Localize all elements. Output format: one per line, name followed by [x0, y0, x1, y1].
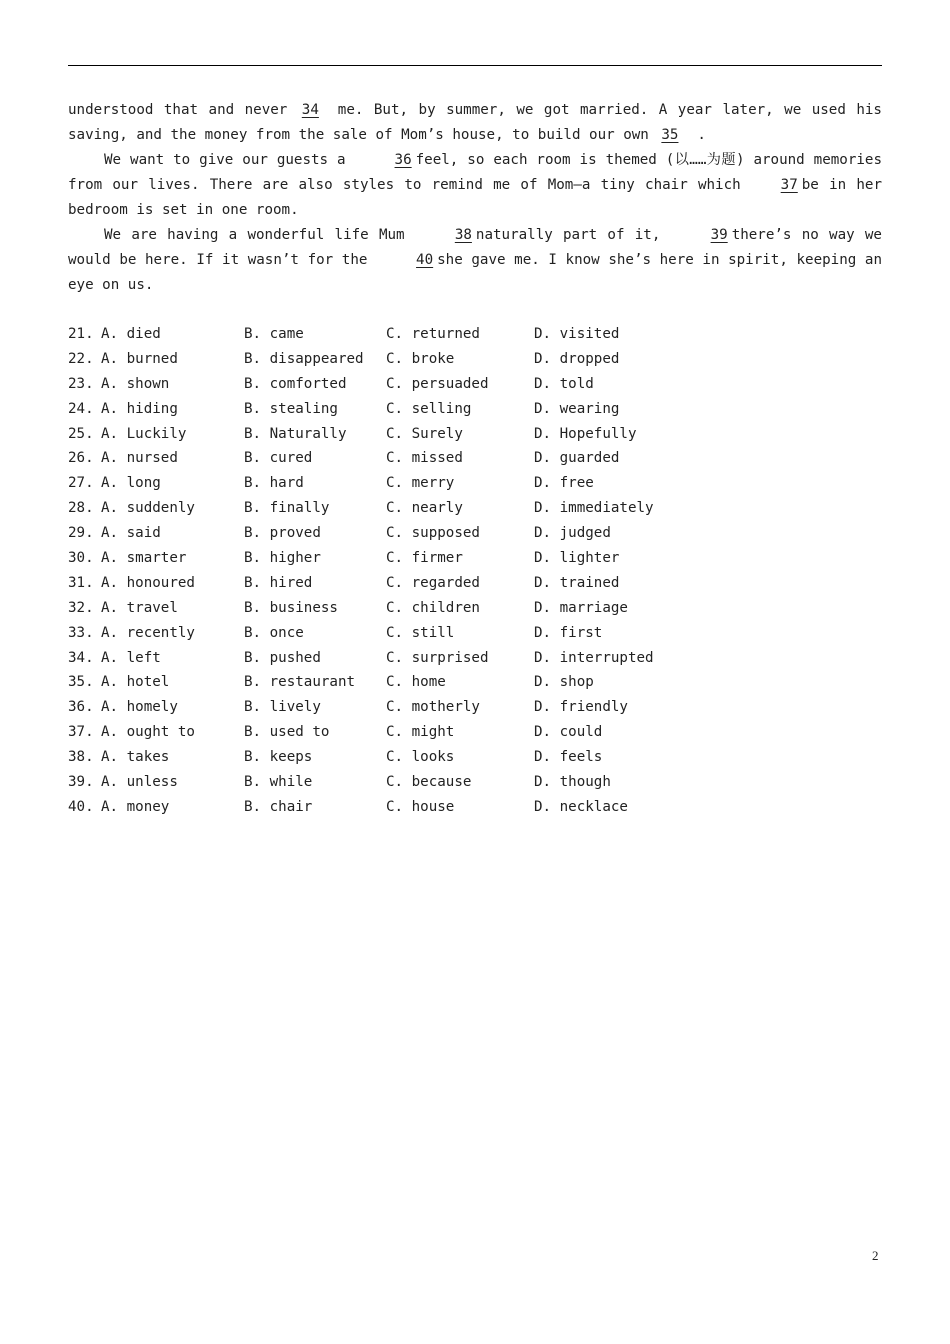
option-c: C. missed: [386, 450, 463, 467]
option-d: D. judged: [534, 525, 611, 542]
option-a: A. homely: [101, 699, 178, 716]
question-row: [68, 422, 882, 447]
question-number: 32.: [68, 599, 94, 616]
question-row: [68, 322, 882, 347]
question-row: [68, 670, 882, 695]
passage: [68, 98, 882, 298]
question-number: 22.: [68, 350, 94, 367]
passage-text: be in her bedroom is set in one room.: [68, 177, 882, 218]
option-c: C. Surely: [386, 425, 463, 442]
option-a: A. recently: [101, 624, 195, 641]
option-a: A. suddenly: [101, 500, 195, 517]
option-d: D. interrupted: [534, 649, 654, 666]
question-number: 37.: [68, 724, 94, 741]
option-b: B. pushed: [244, 649, 321, 666]
option-c: C. motherly: [386, 699, 480, 716]
option-b: B. once: [244, 624, 304, 641]
passage-text: understood that and never: [68, 102, 298, 118]
option-a: A. long: [101, 475, 161, 492]
option-a: A. shown: [101, 375, 170, 392]
option-a: A. ought to: [101, 724, 195, 741]
question-number: 31.: [68, 574, 94, 591]
option-c: C. surprised: [386, 649, 489, 666]
option-c: C. looks: [386, 749, 455, 766]
question-number: 21.: [68, 326, 94, 342]
option-c: C. home: [386, 674, 446, 691]
option-a: A. left: [101, 649, 161, 666]
option-c: C. supposed: [386, 525, 480, 542]
option-c: C. firmer: [386, 550, 463, 567]
option-d: D. could: [534, 724, 603, 741]
option-b: B. cured: [244, 450, 313, 467]
passage-text: We are having a wonderful life Mum: [104, 227, 415, 243]
option-d: D. told: [534, 375, 594, 392]
blank-35: 35: [661, 127, 679, 143]
option-b: B. used to: [244, 724, 330, 741]
option-d: D. wearing: [534, 400, 620, 417]
question-number: 30.: [68, 550, 94, 567]
question-number: 33.: [68, 624, 94, 641]
question-number: 38.: [68, 749, 94, 766]
passage-text: she gave me. I know she’s here in spirit, keeping an eye on us.: [68, 252, 882, 293]
option-d: D. trained: [534, 574, 620, 591]
question-number: 36.: [68, 699, 94, 716]
option-b: B. finally: [244, 500, 330, 517]
question-row: [68, 745, 882, 770]
option-c: C. still: [386, 624, 455, 641]
option-a: A. burned: [101, 350, 178, 367]
question-row: [68, 496, 882, 521]
question-row: [68, 571, 882, 596]
option-b: B. proved: [244, 525, 321, 542]
option-d: D. necklace: [534, 798, 628, 815]
option-d: D. marriage: [534, 599, 628, 616]
option-a: A. died: [101, 326, 161, 342]
option-c: C. children: [386, 599, 480, 616]
blank-38: 38: [454, 227, 472, 243]
question-row: [68, 471, 882, 496]
option-a: A. said: [101, 525, 161, 542]
option-a: A. smarter: [101, 550, 187, 567]
option-b: B. Naturally: [244, 425, 347, 442]
question-row: [68, 596, 882, 621]
passage-text: We want to give our guests a: [104, 152, 355, 168]
option-a: A. hotel: [101, 674, 170, 691]
option-b: B. restaurant: [244, 674, 356, 691]
page-number: 2: [872, 1248, 879, 1263]
option-c: C. selling: [386, 400, 472, 417]
option-c: C. house: [386, 798, 455, 815]
passage-paragraph-2: [68, 148, 882, 223]
question-row: [68, 446, 882, 471]
blank-34: 34: [301, 102, 319, 118]
passage-text: there’s no way we would be here. If it wasn’t for the: [68, 227, 882, 268]
passage-text: .: [697, 127, 706, 143]
option-d: D. though: [534, 774, 611, 791]
option-a: A. honoured: [101, 574, 195, 591]
passage-text: naturally part of it,: [475, 227, 671, 243]
option-d: D. lighter: [534, 550, 620, 567]
option-b: B. while: [244, 774, 313, 791]
option-d: D. first: [534, 624, 603, 641]
question-number: 26.: [68, 450, 94, 467]
option-b: B. came: [244, 326, 304, 342]
option-b: B. chair: [244, 798, 313, 815]
option-b: B. hard: [244, 475, 304, 492]
option-a: A. travel: [101, 599, 178, 616]
question-number: 27.: [68, 475, 94, 492]
option-b: B. higher: [244, 550, 321, 567]
option-a: A. hiding: [101, 400, 178, 417]
passage-paragraph-3: [68, 223, 882, 298]
option-d: D. guarded: [534, 450, 620, 467]
question-number: 23.: [68, 375, 94, 392]
blank-39: 39: [710, 227, 728, 243]
option-a: A. unless: [101, 774, 178, 791]
question-row: [68, 720, 882, 745]
question-number: 39.: [68, 774, 94, 791]
header-rule: [68, 65, 882, 66]
option-d: D. friendly: [534, 699, 628, 716]
blank-37: 37: [780, 177, 798, 193]
passage-text: feel, so each room is themed (以……为题) around memories from our lives. There are also styles to remind me of Mom—a tiny chair which: [68, 152, 882, 193]
option-a: A. takes: [101, 749, 170, 766]
option-a: A. Luckily: [101, 425, 187, 442]
option-c: C. broke: [386, 350, 455, 367]
question-number: 24.: [68, 400, 94, 417]
passage-text: me. But, by summer, we got married. A year later, we used his saving, and the money from the sale of Mom’s house, to build our own: [68, 102, 882, 143]
option-b: B. stealing: [244, 400, 338, 417]
question-row: [68, 770, 882, 795]
option-c: C. regarded: [386, 574, 480, 591]
passage-paragraph-1: [68, 98, 882, 148]
option-c: C. might: [386, 724, 455, 741]
option-c: C. because: [386, 774, 472, 791]
question-number: 35.: [68, 674, 94, 691]
option-c: C. merry: [386, 475, 455, 492]
option-b: B. hired: [244, 574, 313, 591]
option-d: D. visited: [534, 326, 620, 342]
option-d: D. Hopefully: [534, 425, 637, 442]
option-d: D. feels: [534, 749, 603, 766]
option-b: B. lively: [244, 699, 321, 716]
question-row: [68, 646, 882, 671]
question-number: 25.: [68, 425, 94, 442]
question-row: [68, 521, 882, 546]
question-row: [68, 795, 882, 820]
option-d: D. free: [534, 475, 594, 492]
option-b: B. business: [244, 599, 338, 616]
option-c: C. returned: [386, 326, 480, 342]
option-c: C. nearly: [386, 500, 463, 517]
question-number: 29.: [68, 525, 94, 542]
question-number: 28.: [68, 500, 94, 517]
blank-36: 36: [394, 152, 412, 168]
option-b: B. disappeared: [244, 350, 364, 367]
option-a: A. nursed: [101, 450, 178, 467]
option-d: D. shop: [534, 674, 594, 691]
question-row: [68, 621, 882, 646]
option-d: D. immediately: [534, 500, 654, 517]
option-a: A. money: [101, 798, 170, 815]
question-row: [68, 372, 882, 397]
option-b: B. comforted: [244, 375, 347, 392]
option-d: D. dropped: [534, 350, 620, 367]
question-list: [68, 322, 882, 820]
blank-40: 40: [416, 252, 434, 268]
question-number: 34.: [68, 649, 94, 666]
option-c: C. persuaded: [386, 375, 489, 392]
option-b: B. keeps: [244, 749, 313, 766]
question-row: [68, 347, 882, 372]
question-number: 40.: [68, 798, 94, 815]
question-row: [68, 397, 882, 422]
question-row: [68, 695, 882, 720]
question-row: [68, 546, 882, 571]
